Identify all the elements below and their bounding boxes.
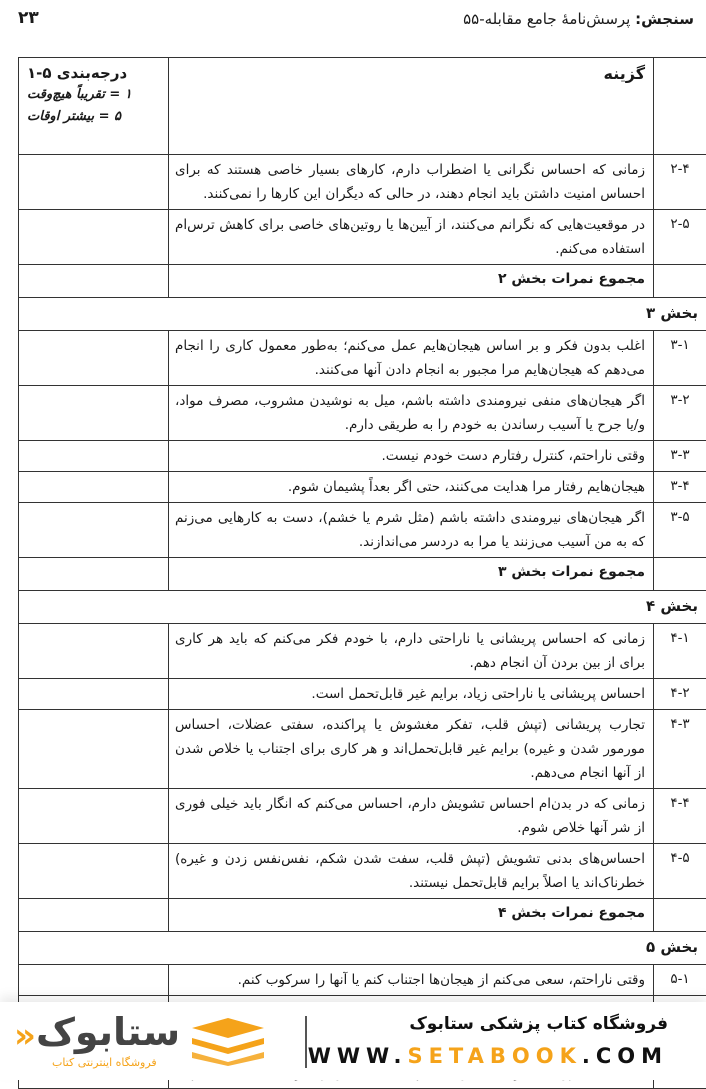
scale-low-label: ۱ = تقریباً هیچ‌وقت bbox=[27, 84, 160, 106]
section-heading: بخش ۵ bbox=[19, 932, 706, 965]
section-heading-row bbox=[19, 298, 706, 331]
score-cell[interactable] bbox=[19, 441, 169, 472]
running-title-rest: پرسش‌نامۀ جامع مقابله-۵۵ bbox=[463, 10, 635, 28]
section-total-row bbox=[19, 899, 706, 932]
table-row bbox=[19, 710, 706, 789]
page-number: ۲۳ bbox=[18, 8, 39, 28]
item-text: زمانی که احساس پریشانی یا ناراحتی دارم، با خودم فکر می‌کنم که باید هر کاری برای از بین بردن آن انجام دهم. bbox=[169, 624, 654, 679]
section-heading-row bbox=[19, 591, 706, 624]
section-total-label: مجموع نمرات بخش ۲ bbox=[169, 265, 654, 298]
table-row bbox=[19, 844, 706, 899]
table-row bbox=[19, 965, 706, 996]
score-cell[interactable] bbox=[19, 710, 169, 789]
item-text: زمانی که در بدن‌ام احساس تشویش دارم، احساس می‌کنم که انگار باید خیلی فوری از شر آنها خلاص شوم. bbox=[169, 789, 654, 844]
total-num-cell bbox=[654, 558, 706, 591]
item-number: ۵-۱ bbox=[654, 965, 706, 996]
item-number: ۴-۲ bbox=[654, 679, 706, 710]
running-title-bold: سنجش: bbox=[635, 10, 694, 28]
item-text: زمانی که احساس نگرانی یا اضطراب دارم، کارهای بسیار خاصی هستند که برای احساس امنیت داشتن باید انجام دهند، در حالی که دیگران این کارها را نمی‌کنند. bbox=[169, 155, 654, 210]
table-row bbox=[19, 210, 706, 265]
page-header bbox=[0, 0, 706, 42]
item-number: ۳-۱ bbox=[654, 331, 706, 386]
url-brand: SETABOOK bbox=[407, 1044, 581, 1068]
section-total-label: مجموع نمرات بخش ۳ bbox=[169, 558, 654, 591]
total-num-cell bbox=[654, 265, 706, 298]
total-score-cell[interactable] bbox=[19, 899, 169, 932]
table-row bbox=[19, 386, 706, 441]
table-row bbox=[19, 472, 706, 503]
item-number: ۳-۴ bbox=[654, 472, 706, 503]
item-text: وقتی ناراحتم، سعی می‌کنم از هیجان‌ها اجتناب کنم یا آنها را سرکوب کنم. bbox=[169, 965, 654, 996]
item-text: وقتی ناراحتم، کنترل رفتارم دست خودم نیست. bbox=[169, 441, 654, 472]
item-text: تجارب پریشانی (تپش قلب، تفکر مغشوش یا پراکنده، سفتی عضلات، احساس مورمور شدن و غیره) برایم غیر قابل‌تحمل‌اند و هر کاری برای اجتناب یا خلاص شدن از آنها انجام می‌دهم. bbox=[169, 710, 654, 789]
table-header-row bbox=[19, 58, 706, 155]
item-text: اگر هیجان‌های نیرومندی داشته باشم (مثل شرم یا خشم)، دست به کارهایی می‌زنم که به من آسیب می‌زنند یا مرا به دردسر می‌اندازند. bbox=[169, 503, 654, 558]
section-heading: بخش ۴ bbox=[19, 591, 706, 624]
item-number: ۳-۳ bbox=[654, 441, 706, 472]
item-number: ۴-۳ bbox=[654, 710, 706, 789]
store-url[interactable] bbox=[308, 1044, 668, 1068]
score-cell[interactable] bbox=[19, 679, 169, 710]
section-total-row bbox=[19, 265, 706, 298]
table-row bbox=[19, 503, 706, 558]
chevron-left-icon: « bbox=[14, 1016, 36, 1056]
item-text: اغلب بدون فکر و بر اساس هیجان‌هایم عمل می‌کنم؛ به‌طور معمول کاری را انجام می‌دهم که هیجان‌هایم مرا مجبور به انجام دادن آنها می‌کنند. bbox=[169, 331, 654, 386]
url-prefix: WWW. bbox=[308, 1044, 408, 1068]
scale-title: درجه‌بندی ۵-۱ bbox=[27, 62, 160, 84]
item-number: ۳-۲ bbox=[654, 386, 706, 441]
section-total-row bbox=[19, 558, 706, 591]
store-name: فروشگاه کتاب پزشکی ستابوک bbox=[409, 1014, 668, 1034]
score-cell[interactable] bbox=[19, 624, 169, 679]
table-row bbox=[19, 789, 706, 844]
score-cell[interactable] bbox=[19, 210, 169, 265]
brand-logotype: ستابوک bbox=[36, 1010, 180, 1054]
questionnaire-table bbox=[18, 57, 706, 1089]
item-number: ۳-۵ bbox=[654, 503, 706, 558]
score-cell[interactable] bbox=[19, 386, 169, 441]
item-number: ۲-۵ bbox=[654, 210, 706, 265]
table-row bbox=[19, 679, 706, 710]
table-row bbox=[19, 155, 706, 210]
item-text: احساس‌های بدنی تشویش (تپش قلب، سفت شدن شکم، نفس‌نفس زدن و غیره) خطرناک‌اند یا اصلاً برایم قابل‌تحمل نیستند. bbox=[169, 844, 654, 899]
item-text: اگر هیجان‌های منفی نیرومندی داشته باشم، میل به نوشیدن مشروب، مصرف مواد، و/یا جرح یا آسیب رساندن به خودم را به طریقی دارم. bbox=[169, 386, 654, 441]
score-cell[interactable] bbox=[19, 331, 169, 386]
book-logo-icon bbox=[188, 1016, 268, 1066]
brand-subtitle: فروشگاه اینترنتی کتاب bbox=[52, 1056, 157, 1069]
score-cell[interactable] bbox=[19, 503, 169, 558]
score-cell[interactable] bbox=[19, 965, 169, 996]
score-cell[interactable] bbox=[19, 155, 169, 210]
score-cell[interactable] bbox=[19, 789, 169, 844]
total-score-cell[interactable] bbox=[19, 558, 169, 591]
item-number: ۴-۴ bbox=[654, 789, 706, 844]
table-row bbox=[19, 624, 706, 679]
running-title bbox=[463, 10, 694, 28]
total-score-cell[interactable] bbox=[19, 265, 169, 298]
item-number: ۴-۱ bbox=[654, 624, 706, 679]
url-suffix: .COM bbox=[582, 1044, 668, 1068]
score-cell[interactable] bbox=[19, 844, 169, 899]
section-heading-row bbox=[19, 932, 706, 965]
section-total-label: مجموع نمرات بخش ۴ bbox=[169, 899, 654, 932]
table-row bbox=[19, 441, 706, 472]
section-heading: بخش ۳ bbox=[19, 298, 706, 331]
item-text: احساس پریشانی یا ناراحتی زیاد، برایم غیر قابل‌تحمل است. bbox=[169, 679, 654, 710]
table-row bbox=[19, 331, 706, 386]
scale-high-label: ۵ = بیشتر اوقات bbox=[27, 106, 160, 128]
item-number: ۲-۴ bbox=[654, 155, 706, 210]
total-num-cell bbox=[654, 899, 706, 932]
banner-divider bbox=[305, 1016, 307, 1068]
header-item-cell: گزینه bbox=[169, 58, 654, 155]
item-text: در موقعیت‌هایی که نگرانم می‌کنند، از آیین‌ها یا روتین‌های خاصی برای کاهش ترس‌ام استفاده می‌کنم. bbox=[169, 210, 654, 265]
store-banner bbox=[0, 1002, 706, 1080]
item-number: ۴-۵ bbox=[654, 844, 706, 899]
score-cell[interactable] bbox=[19, 472, 169, 503]
header-num-cell bbox=[654, 58, 706, 155]
item-text: هیجان‌هایم رفتار مرا هدایت می‌کنند، حتی اگر بعداً پشیمان شوم. bbox=[169, 472, 654, 503]
header-scale-cell bbox=[19, 58, 169, 155]
